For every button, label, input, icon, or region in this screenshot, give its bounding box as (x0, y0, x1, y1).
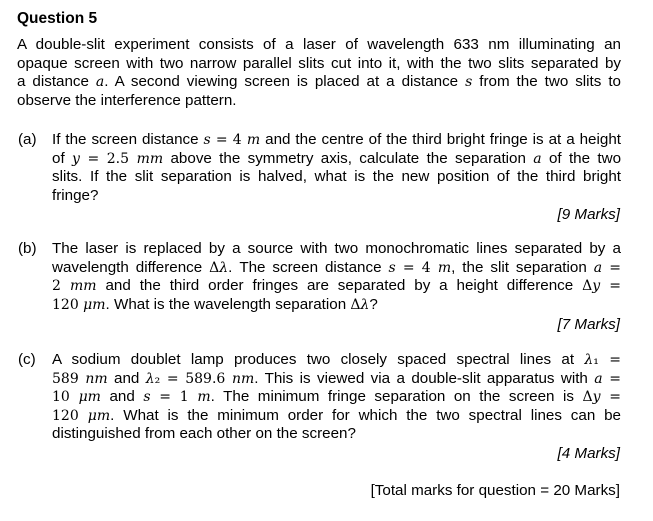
math-symbol: y (72, 150, 80, 167)
text-run: of the two (541, 149, 622, 167)
math-text: = (602, 370, 621, 387)
math-symbol: m (197, 389, 211, 406)
math-symbol: s (143, 389, 151, 406)
math-symbol: s (465, 74, 473, 91)
math-text: ₁ = (593, 352, 622, 368)
math-symbol: nm (231, 370, 255, 387)
math-text: 10 (52, 389, 79, 406)
math-text: = 1 (150, 389, 198, 406)
text-run: wavelength difference (52, 258, 210, 276)
math-text: = (600, 389, 621, 406)
part-a-line (52, 131, 621, 150)
part-c-line (52, 425, 621, 444)
math-symbol: λ (219, 259, 229, 276)
math-symbol: mm (136, 150, 164, 167)
text-run: The laser is replaced by a source with two monochromatic lines separated by a (52, 240, 621, 257)
math-text: Δ (350, 296, 361, 313)
text-run: If the screen distance (52, 131, 204, 148)
part-a-text (52, 131, 621, 205)
part-b-line (52, 259, 621, 278)
text-run: and (107, 369, 146, 387)
math-symbol: a (95, 74, 105, 91)
part-b-label: (b) (18, 240, 37, 257)
math-symbol: a (533, 150, 542, 167)
math-symbol: μm (78, 389, 101, 406)
part-b-line (52, 240, 621, 259)
math-symbol: y (592, 389, 601, 406)
math-symbol: m (246, 132, 261, 148)
part-c-marks: [4 Marks] (557, 445, 620, 462)
math-text: = (600, 278, 621, 295)
text-run: and the centre of the third bright fringe is at a height (260, 131, 621, 148)
text-run: . This is viewed via a double-slit apparatus with (254, 369, 595, 387)
part-a-line (52, 168, 621, 187)
math-text: = (602, 259, 622, 276)
part-b-line (52, 296, 621, 315)
part-a-line (52, 150, 621, 169)
part-a-line (52, 187, 621, 206)
text-run: above the symmetry axis, calculate the separation (163, 149, 534, 167)
text-run: . A second viewing screen is placed at a distance (104, 73, 466, 91)
math-text: = 4 (210, 132, 247, 148)
math-text: ₂ = 589.6 (154, 370, 232, 387)
math-symbol: λ (360, 296, 370, 313)
text-run: . The screen distance (228, 258, 389, 276)
part-b-marks: [7 Marks] (557, 316, 620, 333)
math-symbol: y (592, 278, 601, 295)
text-run: and the third order fringes are separated by a height difference (96, 277, 583, 295)
text-run: distinguished from each other on the screen? (52, 425, 356, 443)
text-run: A sodium doublet lamp produces two closely spaced spectral lines at (52, 351, 585, 368)
text-run: ? (369, 295, 378, 313)
part-a-label: (a) (18, 131, 37, 148)
text-run: , the slit separation (451, 258, 594, 276)
math-symbol: λ (145, 370, 155, 387)
text-run: . What is the minimum order for which the two spectral lines can be (110, 406, 621, 424)
text-run: from the two slits to (472, 73, 621, 91)
part-c-line (52, 351, 621, 370)
math-text: 2 (52, 278, 71, 295)
text-run: A double-slit experiment consists of a laser of wavelength 633 nm illuminating an (17, 36, 621, 53)
math-text: Δ (209, 259, 220, 276)
part-c-text (52, 351, 621, 444)
math-symbol: m (437, 259, 452, 276)
math-symbol: a (593, 259, 603, 276)
text-run: . The minimum fringe separation on the screen is (210, 388, 583, 406)
text-run: . What is the wavelength separation (105, 295, 351, 313)
math-symbol: μm (87, 407, 111, 424)
math-text: = 4 (395, 259, 438, 276)
text-run: observe the interference pattern. (17, 91, 237, 109)
question-intro (17, 36, 621, 110)
math-text: Δ (582, 389, 593, 406)
intro-line (17, 55, 621, 74)
math-symbol: λ (584, 352, 594, 368)
math-symbol: mm (70, 278, 97, 295)
math-symbol: nm (85, 370, 108, 387)
part-a-marks: [9 Marks] (557, 206, 620, 223)
text-run: of (52, 149, 72, 167)
total-marks: [Total marks for question = 20 Marks] (370, 482, 620, 499)
text-run: and (100, 388, 144, 406)
math-symbol: a (594, 370, 603, 387)
math-text: = 2.5 (79, 150, 137, 167)
math-text: 120 (52, 407, 88, 424)
part-c-line (52, 370, 621, 389)
part-c-line (52, 388, 621, 407)
math-symbol: s (203, 132, 211, 148)
text-run: fringe? (52, 186, 99, 204)
part-b-text (52, 240, 621, 314)
part-b-line (52, 277, 621, 296)
text-run: slits. If the slit separation is halved, what is the new position of the third bright (52, 168, 621, 186)
text-run: a distance (17, 73, 96, 91)
text-run: opaque screen with two narrow parallel slits cut into it, with the two slits separated by (17, 54, 621, 72)
math-symbol: μm (83, 296, 106, 313)
part-c-line (52, 407, 621, 426)
math-text: 120 (52, 296, 84, 313)
intro-line (17, 36, 621, 55)
part-c-label: (c) (18, 351, 36, 368)
intro-line (17, 73, 621, 92)
intro-line (17, 92, 621, 111)
math-text: Δ (582, 278, 593, 295)
math-text: 589 (52, 370, 86, 387)
question-title: Question 5 (17, 10, 98, 27)
math-symbol: s (388, 259, 396, 276)
